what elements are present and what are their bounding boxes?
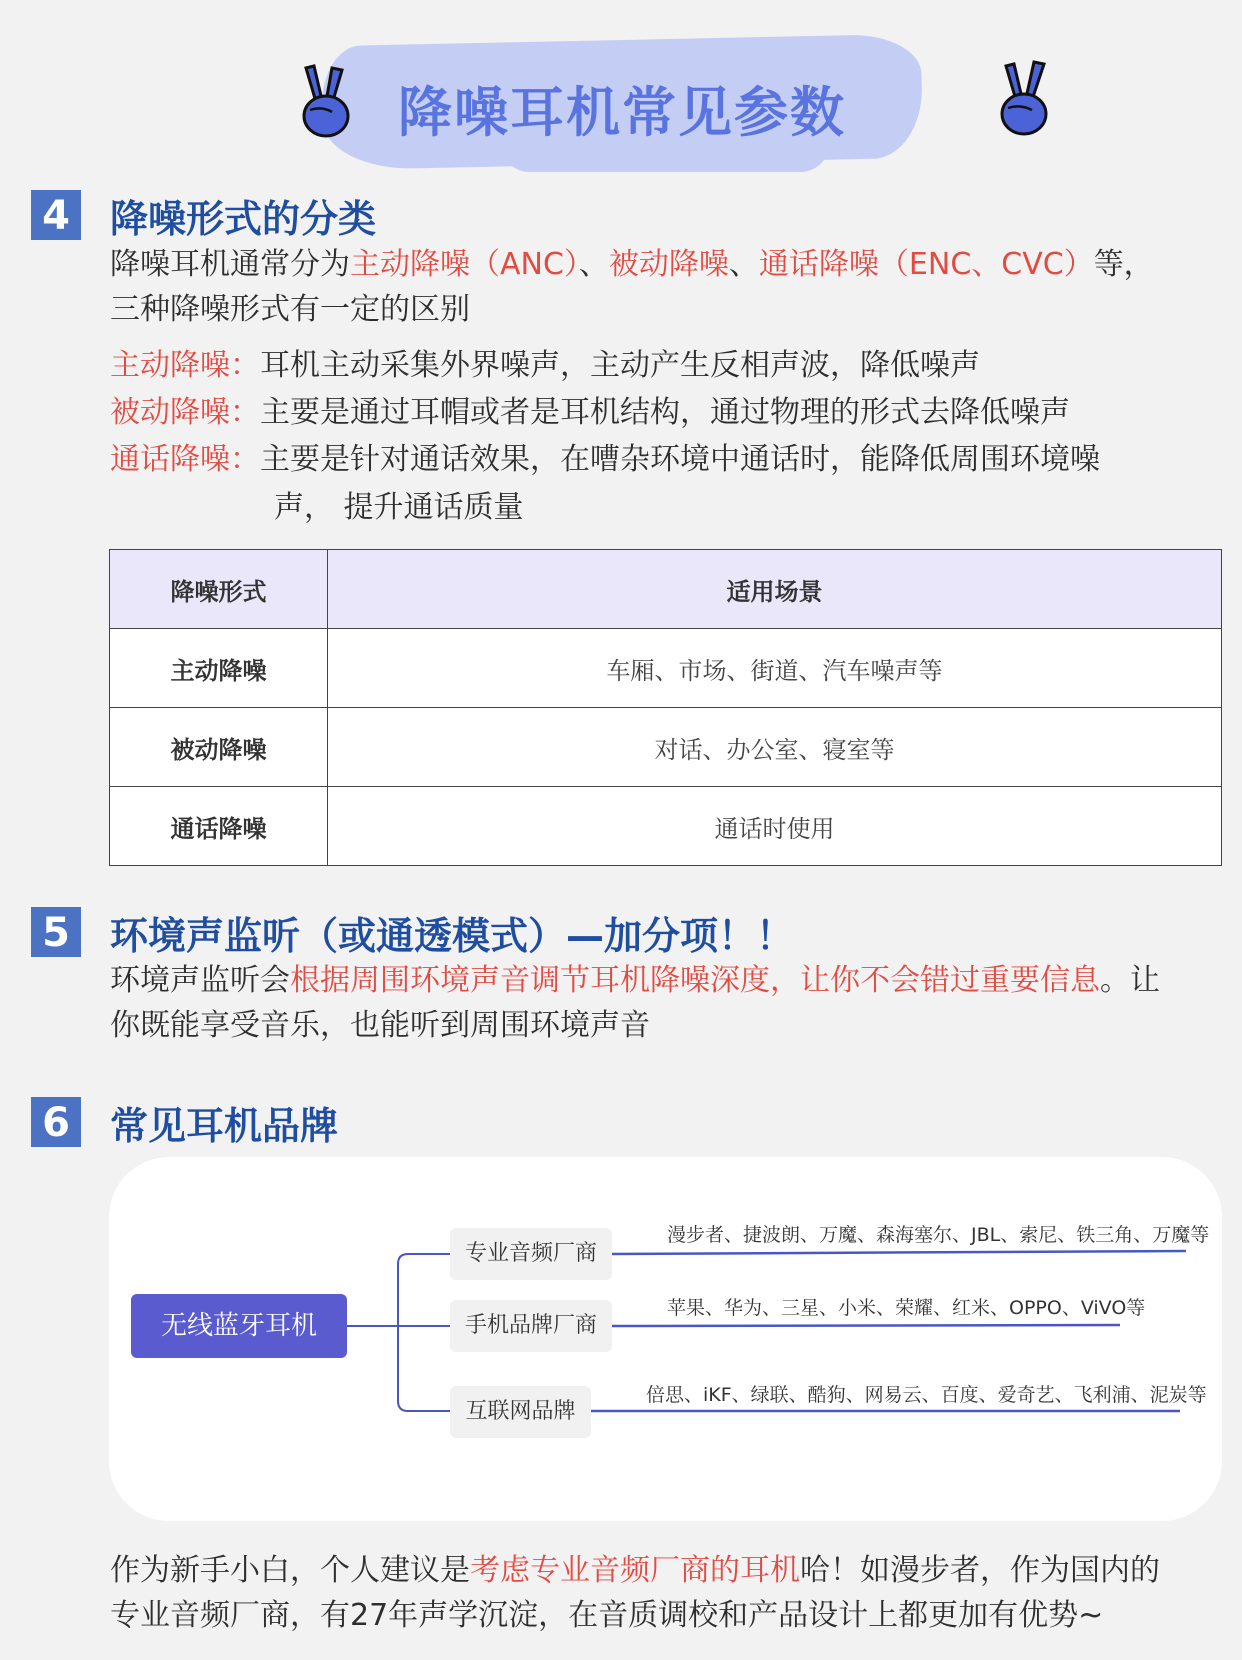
section-number-badge: 6 <box>31 1097 81 1147</box>
table-cell: 车厢、市场、街道、汽车噪声等 <box>328 629 1222 708</box>
section-body-line2: 你既能享受音乐，也能听到周围环境声音 <box>110 1008 650 1043</box>
section-number-badge: 4 <box>31 190 81 240</box>
definition-passive: 被动降噪：主要是通过耳帽或者是耳机结构，通过物理的形式去降低噪声 <box>110 395 1070 430</box>
closing-paragraph-line2: 专业音频厂商，有27年声学沉淀，在音质调校和产品设计上都更加有优势~ <box>110 1598 1104 1633</box>
page-title: 降噪耳机常见参数 <box>398 81 846 144</box>
section-intro: 降噪耳机通常分为主动降噪（ANC）、被动降噪、通话降噪（ENC、CVC）等， <box>110 247 1154 282</box>
table-header: 降噪形式 <box>110 550 328 629</box>
mindmap-branch-node: 手机品牌厂商 <box>450 1300 612 1352</box>
section-title: 环境声监听（或通透模式）—加分项！！ <box>110 914 795 958</box>
mindmap-root-node: 无线蓝牙耳机 <box>131 1294 347 1358</box>
section-body: 环境声监听会根据周围环境声音调节耳机降噪深度，让你不会错过重要信息。让 <box>110 963 1160 998</box>
table-cell: 被动降噪 <box>110 708 328 787</box>
definition-active: 主动降噪：耳机主动采集外界噪声，主动产生反相声波，降低噪声 <box>110 348 980 383</box>
section-title: 降噪形式的分类 <box>110 197 377 241</box>
mindmap-branch-node: 专业音频厂商 <box>450 1228 612 1280</box>
table-cell: 对话、办公室、寝室等 <box>328 708 1222 787</box>
mindmap-branch-node: 互联网品牌 <box>450 1386 591 1438</box>
definition-call: 通话降噪：主要是针对通话效果，在嘈杂环境中通话时，能降低周围环境噪 <box>110 442 1100 477</box>
table-cell: 通话降噪 <box>110 787 328 866</box>
mindmap-leaf: 倍思、iKF、绿联、酷狗、网易云、百度、爱奇艺、飞利浦、泥炭等 <box>646 1384 1207 1406</box>
section-intro-line2: 三种降噪形式有一定的区别 <box>110 292 470 327</box>
mindmap-leaf: 漫步者、捷波朗、万魔、森海塞尔、JBL、索尼、铁三角、万魔等 <box>667 1224 1210 1246</box>
table-cell: 主动降噪 <box>110 629 328 708</box>
definition-call-continued: 声， 提升通话质量 <box>274 490 524 525</box>
section-number-badge: 5 <box>31 907 81 957</box>
mindmap-leaf: 苹果、华为、三星、小米、荣耀、红米、OPPO、ViVO等 <box>667 1297 1146 1319</box>
table-header: 适用场景 <box>328 550 1222 629</box>
closing-paragraph: 作为新手小白，个人建议是考虑专业音频厂商的耳机哈！如漫步者，作为国内的 <box>110 1553 1160 1588</box>
section-title: 常见耳机品牌 <box>110 1104 339 1148</box>
table-cell: 通话时使用 <box>328 787 1222 866</box>
